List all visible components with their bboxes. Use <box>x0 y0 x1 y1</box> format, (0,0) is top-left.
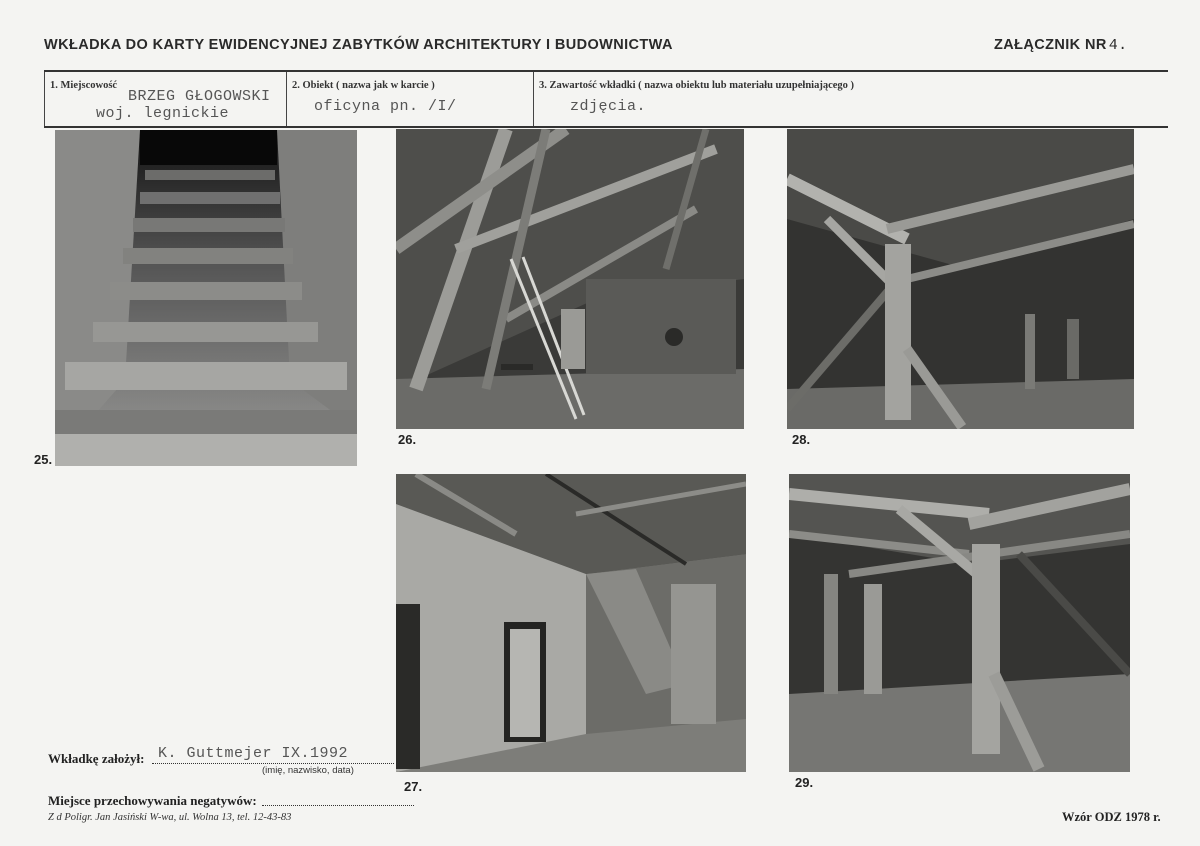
photo-27-attic-room <box>396 474 746 772</box>
contents-label: 3. Zawartość wkładki ( nazwa obiektu lub materiału uzupełniającego ) <box>539 80 855 91</box>
created-by-hint: (imię, nazwisko, data) <box>262 765 354 776</box>
negatives-label: Miejsce przechowywania negatywów: <box>48 793 257 808</box>
photo-25-staircase <box>55 130 357 466</box>
photo-28-attic-post <box>787 129 1134 429</box>
object-value: oficyna pn. /I/ <box>314 98 457 115</box>
object-label: 2. Obiekt ( nazwa jak w karcie ) <box>292 80 435 91</box>
created-by-value: K. Guttmejer IX.1992 <box>158 745 349 762</box>
photo-29-caption: 29. <box>795 775 814 790</box>
photo-26-caption: 26. <box>398 432 417 447</box>
photo-25-caption: 25. <box>34 452 53 467</box>
contents-value: zdjęcia. <box>570 98 647 115</box>
photo-28-caption: 28. <box>792 432 811 447</box>
annex-label <box>994 37 1128 54</box>
locality-label: 1. Miejscowość <box>50 80 118 91</box>
photo-29-attic-trusses <box>789 474 1130 772</box>
photo-27-caption: 27. <box>404 779 423 794</box>
field-divider-left <box>44 72 45 126</box>
header-rule-top <box>44 70 1168 72</box>
created-by-label: Wkładkę założył: <box>48 751 145 766</box>
annex-number: 4. <box>1108 37 1128 54</box>
header-rule-bottom <box>44 126 1168 128</box>
locality-value-1: BRZEG GŁOGOWSKI <box>128 88 271 105</box>
negatives-dotted-line <box>262 793 414 806</box>
form-id: Wzór ODZ 1978 r. <box>1062 810 1161 824</box>
field-divider-1 <box>286 72 287 126</box>
field-divider-2 <box>533 72 534 126</box>
locality-value-2: woj. legnickie <box>96 105 230 122</box>
document-title: WKŁADKA DO KARTY EWIDENCYJNEJ ZABYTKÓW ARCHITEKTURY I BUDOWNICTWA <box>44 37 673 53</box>
photo-26-attic-ladder <box>396 129 744 429</box>
annex-label-text: ZAŁĄCZNIK NR <box>994 37 1107 53</box>
printer-imprint: Z d Poligr. Jan Jasiński W-wa, ul. Wolna 13, tel. 12-43-83 <box>48 812 292 823</box>
